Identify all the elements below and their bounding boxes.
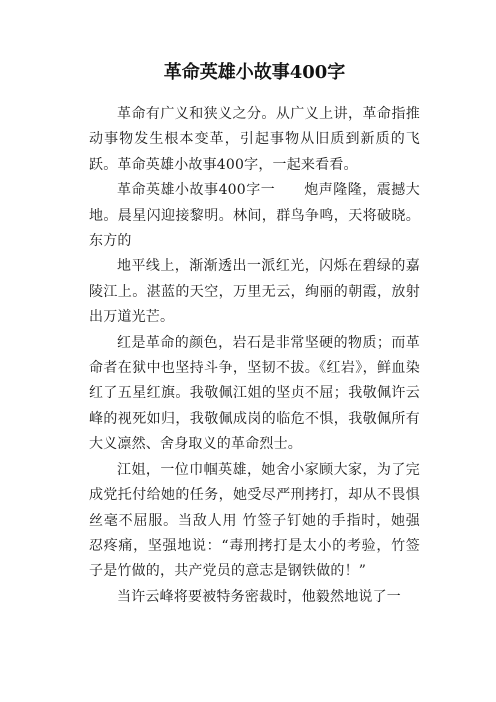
paragraph-4: 红是革命的颜色，岩石是非常坚硬的物质；而革命者在狱中也坚持斗争，坚韧不拔。《红岩》，鲜血染红了五星红旗。我敬佩江姐的坚贞不屈；我敬佩许云峰的视死如归，我敬佩成岗的临危不惧，我敬佩所有大义凛然、舍身取义的革命烈士。 xyxy=(89,334,420,453)
paragraph-5: 江姐，一位巾帼英雄，她舍小家顾大家，为了完成党托付给她的任务，她受尽严刑拷打，却从不畏惧丝毫不屈服。当敌人用 竹签子钉她的手指时，她强忍疼痛，坚强地说：“毒刑拷打是太小的考验，竹签子是竹做的，共产党员的意志是钢铁做的！” xyxy=(89,461,420,580)
paragraph-2: 革命英雄小故事400字一 炮声隆隆，震撼大地。晨星闪迎接黎明。林间，群鸟争鸣，天将破晓。东方的 xyxy=(89,182,420,250)
document-title: 革命英雄小故事400字 xyxy=(163,62,346,83)
paragraph-3: 地平线上，渐渐透出一派红光，闪烁在碧绿的嘉陵江上。湛蓝的天空，万里无云，绚丽的朝霞，放射出万道光芒。 xyxy=(89,258,420,326)
paragraph-1: 革命有广义和狭义之分。从广义上讲，革命指推动事物发生根本变革，引起事物从旧质到新质的飞跃。革命英雄小故事400字，一起来看看。 xyxy=(89,106,420,173)
paragraph-6: 当许云峰将要被特务密裁时，他毅然地说了一 xyxy=(117,588,401,605)
